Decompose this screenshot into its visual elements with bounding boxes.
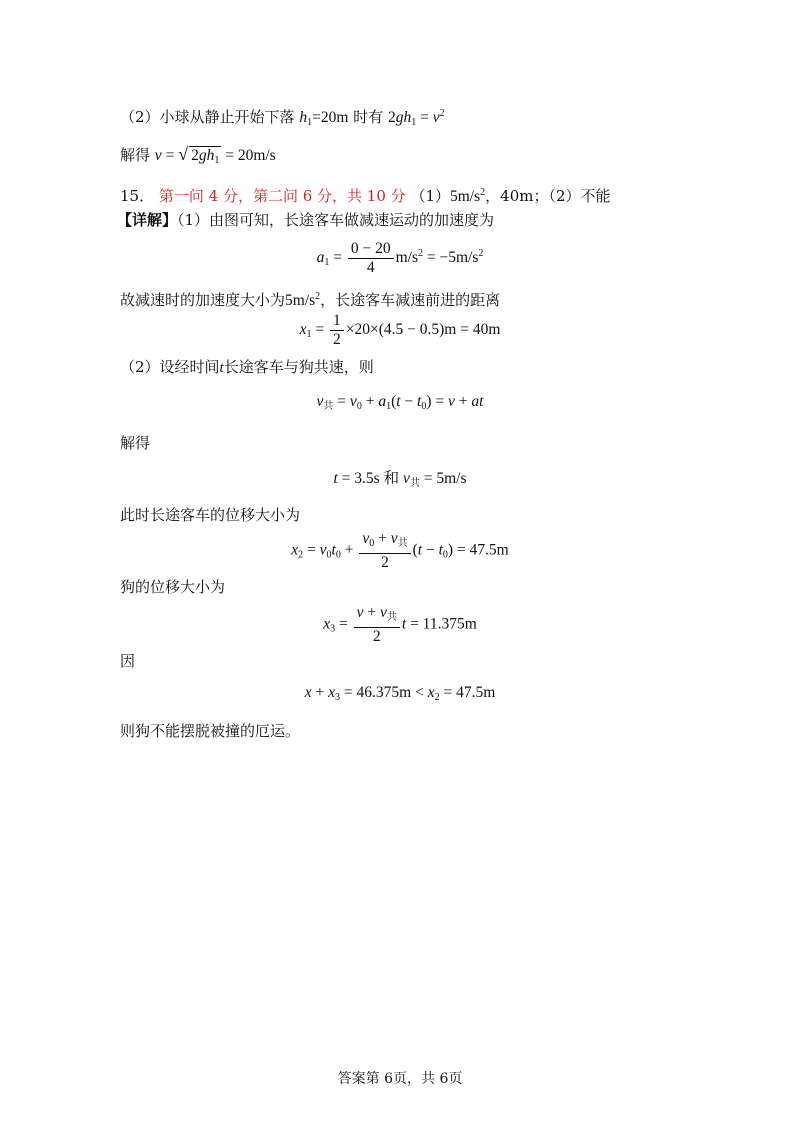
part2-falling-line [120, 104, 445, 133]
part2-detail-t: t [219, 360, 224, 376]
detail-line [117, 210, 494, 230]
h1-equals-20m: $h_1=20m$ [299, 109, 349, 128]
page-footer: 答案第 6页，共 6页 [337, 1071, 463, 1087]
detail-line1: （1）由图可知，长途客车做减速运动的加速度为 [177, 211, 495, 229]
part2-detail-line [120, 357, 374, 378]
dog-displacement-equation: $x_3$ = $\frac{v + v_共}{2}$ t = 11.375m [323, 604, 477, 645]
bus-disp-text: 此时长途客车的位移大小为 [120, 506, 301, 524]
time-result-equation: t = 3.5s 和 $v_共 = 5m/s$ [333, 470, 467, 489]
q15-answer1-label: （1） [410, 187, 450, 205]
q15-scoring: 第一问 4 分，第二问 6 分，共 10 分 [158, 187, 406, 205]
solve-velocity-line [120, 144, 276, 170]
comparison-equation: $x + x_3 = 46.375m < x_2 = 47.5m$ [304, 684, 496, 703]
velocity-result-formula: v = √ $2gh_1 = 20m/s$ [155, 147, 276, 164]
conclusion-line [120, 721, 300, 741]
bus-displacement-equation: $x_2 = v_0t_0$ + $\frac{v_0 + v_共}{2}$ $(t - t_0) = 47.5m$ [291, 530, 509, 571]
decel-value: $5m/s^2$ [285, 291, 321, 309]
part2-cond-text: 时有 [353, 108, 384, 126]
q15-answer2: （2）不能 [548, 187, 611, 205]
part2-detail-b: 长途客车与狗共速，则 [223, 358, 374, 376]
because-line [120, 651, 135, 671]
common-velocity-equation: $v_共 = v_0 + a_1(t - t_0) = v$ + at [316, 393, 484, 412]
dog-disp-text: 狗的位移大小为 [120, 578, 226, 596]
part2-detail-a: （2）设经时间 [120, 358, 220, 376]
energy-equation: $2gh_1 = v^2$ [387, 108, 445, 128]
solve-label: 解得 [120, 434, 151, 452]
acceleration-equation: $a_1$ = $\frac{0 - 20}{4}$ $m/s^2 = -5m/s^2$ [316, 240, 484, 276]
decel-magnitude-line [120, 287, 500, 311]
part2-header-text: （2）小球从静止开始下落 [120, 108, 295, 126]
solve-prefix-text: 解得 [120, 146, 151, 164]
decel-text-b: ，长途客车减速前进的距离 [320, 291, 501, 309]
because-text: 因 [120, 652, 136, 670]
q15-number: 15． [120, 187, 155, 205]
q15-header-line [120, 183, 611, 207]
solve-line [120, 433, 150, 453]
conclusion-text: 则狗不能摆脱被撞的厄运。 [120, 722, 301, 740]
q15-answer1-value: $5m/s^2$ [450, 187, 486, 205]
bus-displacement-text-line [120, 505, 300, 525]
decel-text-a: 故减速时的加速度大小为 [120, 291, 286, 309]
distance-x1-equation: $x_1$ = $\frac{1}{2}$ ×20×(4.5 − 0.5)m = 40m [299, 312, 501, 348]
detail-label: 【详解】 [117, 211, 178, 229]
q15-answer1-extra: ，40m； [485, 187, 549, 205]
dog-displacement-text-line [120, 577, 225, 597]
